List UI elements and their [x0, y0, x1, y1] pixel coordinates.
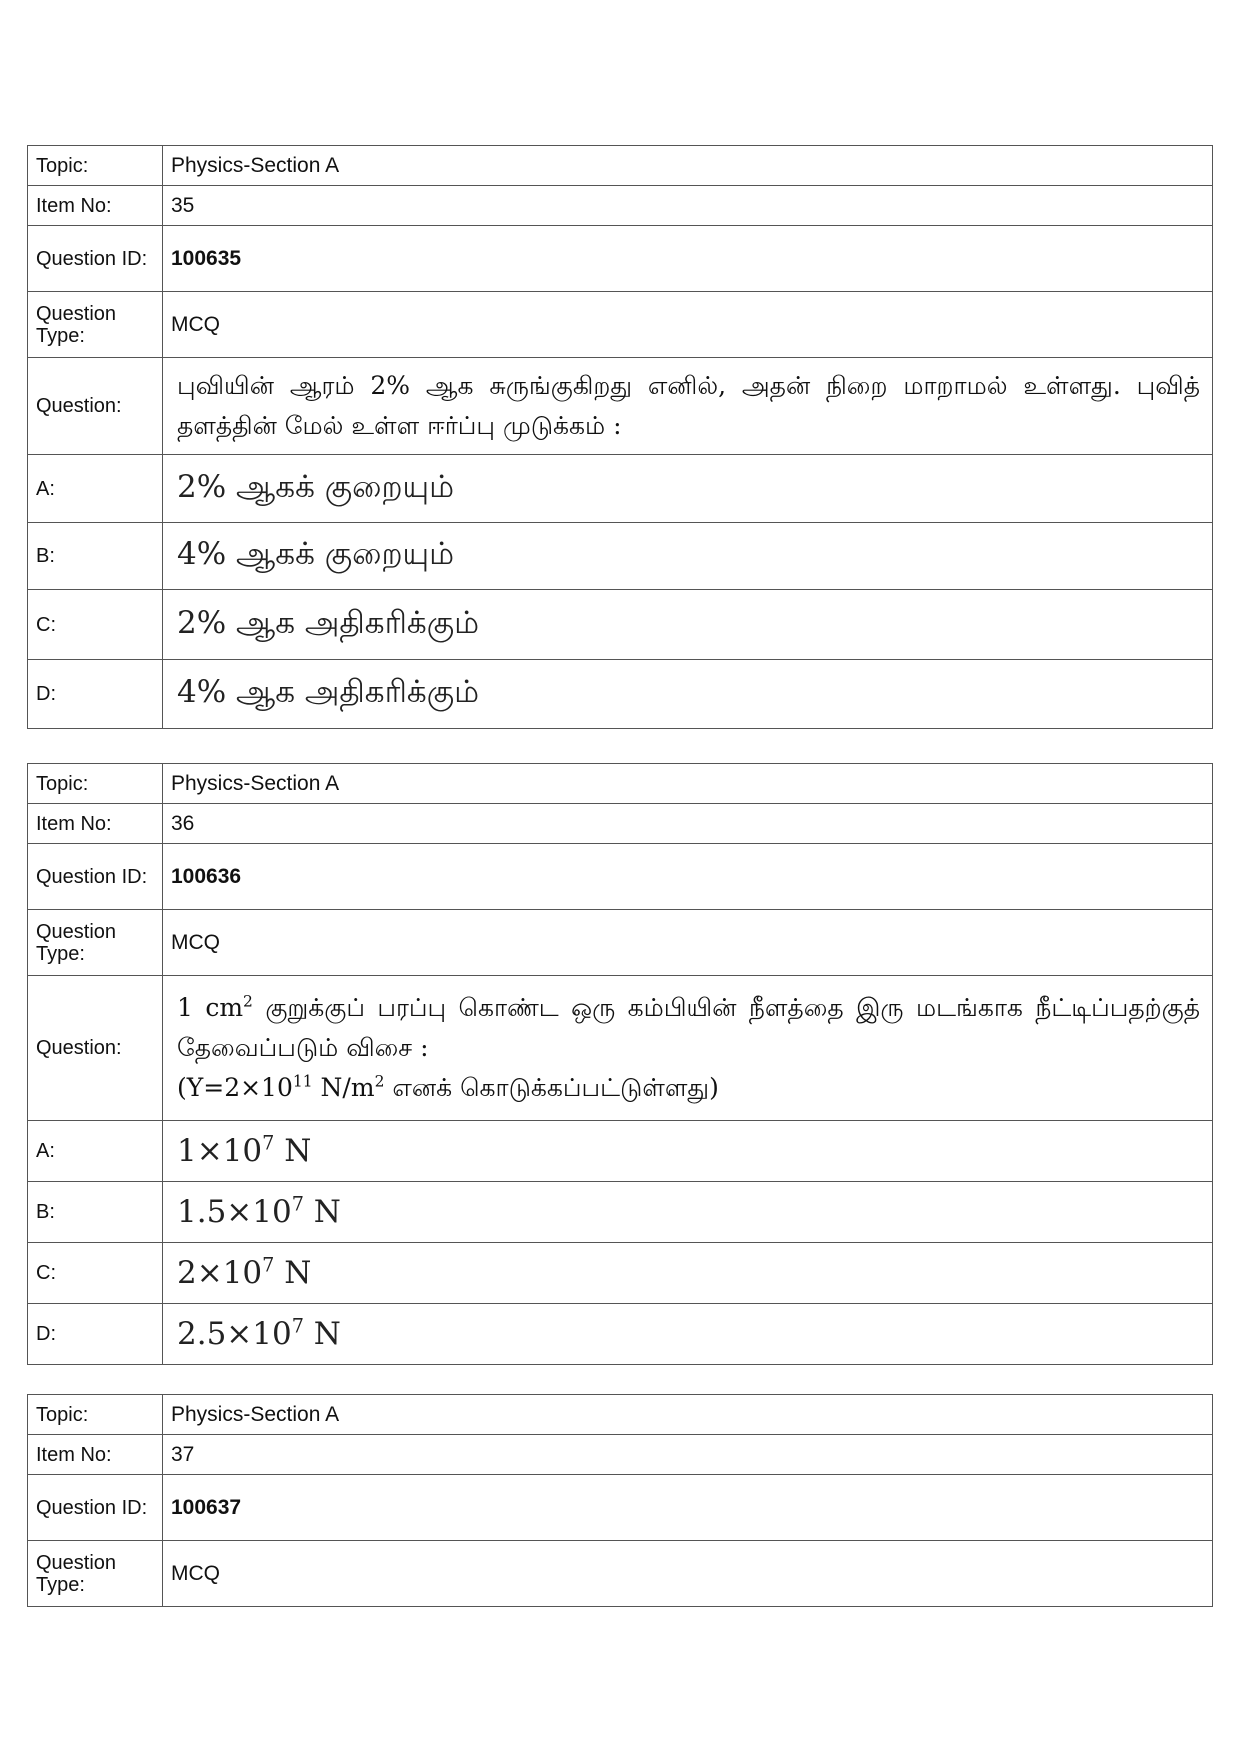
item-no-label: Item No:: [28, 1435, 163, 1475]
option-b-exp: 7: [291, 1192, 304, 1216]
question-id-row: [28, 1475, 1213, 1541]
question-type-value: MCQ: [163, 1541, 1213, 1607]
option-d-exp: 7: [291, 1314, 304, 1338]
option-a-text: 2% ஆகக் குறையும்: [163, 455, 1213, 523]
option-row-b: [28, 1182, 1213, 1243]
question-id-value: 100636: [163, 844, 1213, 910]
option-row-c: [28, 590, 1213, 660]
option-row-d: [28, 1304, 1213, 1365]
option-d-unit: N: [303, 1316, 341, 1352]
item-no-row: [28, 186, 1213, 226]
question-id-label: Question ID:: [28, 1475, 163, 1541]
option-row-d: [28, 660, 1213, 729]
option-d-text: [163, 1304, 1213, 1365]
question-line1-pre: 1 cm: [177, 993, 244, 1022]
topic-label: Topic:: [28, 1395, 163, 1435]
option-a-base: 1×10: [177, 1133, 263, 1169]
option-b-text: [163, 1182, 1213, 1243]
item-no-value: 35: [163, 186, 1213, 226]
option-c-base: 2×10: [177, 1255, 263, 1291]
question-type-row: [28, 1541, 1213, 1607]
topic-row: [28, 1395, 1213, 1435]
question-line2-sup1: 11: [292, 1072, 313, 1091]
option-c-label: C:: [28, 1243, 163, 1304]
option-b-label: B:: [28, 1182, 163, 1243]
question-text: புவியின் ஆரம் 2% ஆக சுருங்குகிறது எனில், அதன் நிறை மாறாமல் உள்ளது. புவித் தளத்தின் மேல் உள்ள ஈர்ப்பு முடுக்கம் :: [163, 358, 1213, 455]
item-no-value: 36: [163, 804, 1213, 844]
option-d-text: 4% ஆக அதிகரிக்கும்: [163, 660, 1213, 729]
topic-value: Physics-Section A: [163, 764, 1213, 804]
topic-label: Topic:: [28, 146, 163, 186]
question-text: [163, 976, 1213, 1121]
option-b-text: 4% ஆகக் குறையும்: [163, 523, 1213, 590]
question-type-row: [28, 910, 1213, 976]
question-type-row: [28, 292, 1213, 358]
option-a-exp: 7: [262, 1131, 275, 1155]
option-c-label: C:: [28, 590, 163, 660]
option-b-unit: N: [303, 1194, 341, 1230]
question-type-label: Question Type:: [28, 910, 163, 976]
topic-row: [28, 146, 1213, 186]
question-line-2: [177, 1068, 1200, 1108]
question-line2-post: எனக் கொடுக்கப்பட்டுள்ளது): [384, 1073, 719, 1102]
question-id-value: 100635: [163, 226, 1213, 292]
question-block-35: [27, 145, 1213, 729]
question-line2-mid: N/m: [312, 1073, 375, 1102]
question-line-1: [177, 988, 1200, 1068]
question-label: Question:: [28, 976, 163, 1121]
option-a-text: [163, 1121, 1213, 1182]
question-id-label: Question ID:: [28, 226, 163, 292]
option-row-a: [28, 455, 1213, 523]
option-b-label: B:: [28, 523, 163, 590]
question-row: [28, 358, 1213, 455]
option-b-base: 1.5×10: [177, 1194, 292, 1230]
option-row-b: [28, 523, 1213, 590]
option-a-unit: N: [274, 1133, 312, 1169]
question-block-36: [27, 763, 1213, 1365]
question-line1-post: குறுக்குப் பரப்பு கொண்ட ஒரு கம்பியின் நீளத்தை இரு மடங்காக நீட்டிப்பதற்குத் தேவைப்படும் விசை :: [177, 993, 1201, 1062]
option-c-exp: 7: [262, 1253, 275, 1277]
question-id-row: [28, 226, 1213, 292]
question-line2-sup2: 2: [374, 1072, 385, 1091]
option-row-c: [28, 1243, 1213, 1304]
question-line1-sup: 2: [243, 992, 253, 1011]
topic-value: Physics-Section A: [163, 1395, 1213, 1435]
topic-label: Topic:: [28, 764, 163, 804]
item-no-row: [28, 1435, 1213, 1475]
option-c-unit: N: [274, 1255, 312, 1291]
question-line2-pre: (Y=2×10: [177, 1073, 293, 1102]
option-row-a: [28, 1121, 1213, 1182]
option-c-text: 2% ஆக அதிகரிக்கும்: [163, 590, 1213, 660]
question-label: Question:: [28, 358, 163, 455]
item-no-row: [28, 804, 1213, 844]
question-row: [28, 976, 1213, 1121]
question-type-value: MCQ: [163, 292, 1213, 358]
item-no-label: Item No:: [28, 804, 163, 844]
question-type-label: Question Type:: [28, 1541, 163, 1607]
question-id-value: 100637: [163, 1475, 1213, 1541]
topic-row: [28, 764, 1213, 804]
item-no-label: Item No:: [28, 186, 163, 226]
option-a-label: A:: [28, 1121, 163, 1182]
option-d-label: D:: [28, 1304, 163, 1365]
topic-value: Physics-Section A: [163, 146, 1213, 186]
question-type-value: MCQ: [163, 910, 1213, 976]
option-a-label: A:: [28, 455, 163, 523]
item-no-value: 37: [163, 1435, 1213, 1475]
question-id-row: [28, 844, 1213, 910]
question-type-label: Question Type:: [28, 292, 163, 358]
option-d-base: 2.5×10: [177, 1316, 292, 1352]
question-id-label: Question ID:: [28, 844, 163, 910]
option-c-text: [163, 1243, 1213, 1304]
option-d-label: D:: [28, 660, 163, 729]
question-block-37: [27, 1394, 1213, 1607]
